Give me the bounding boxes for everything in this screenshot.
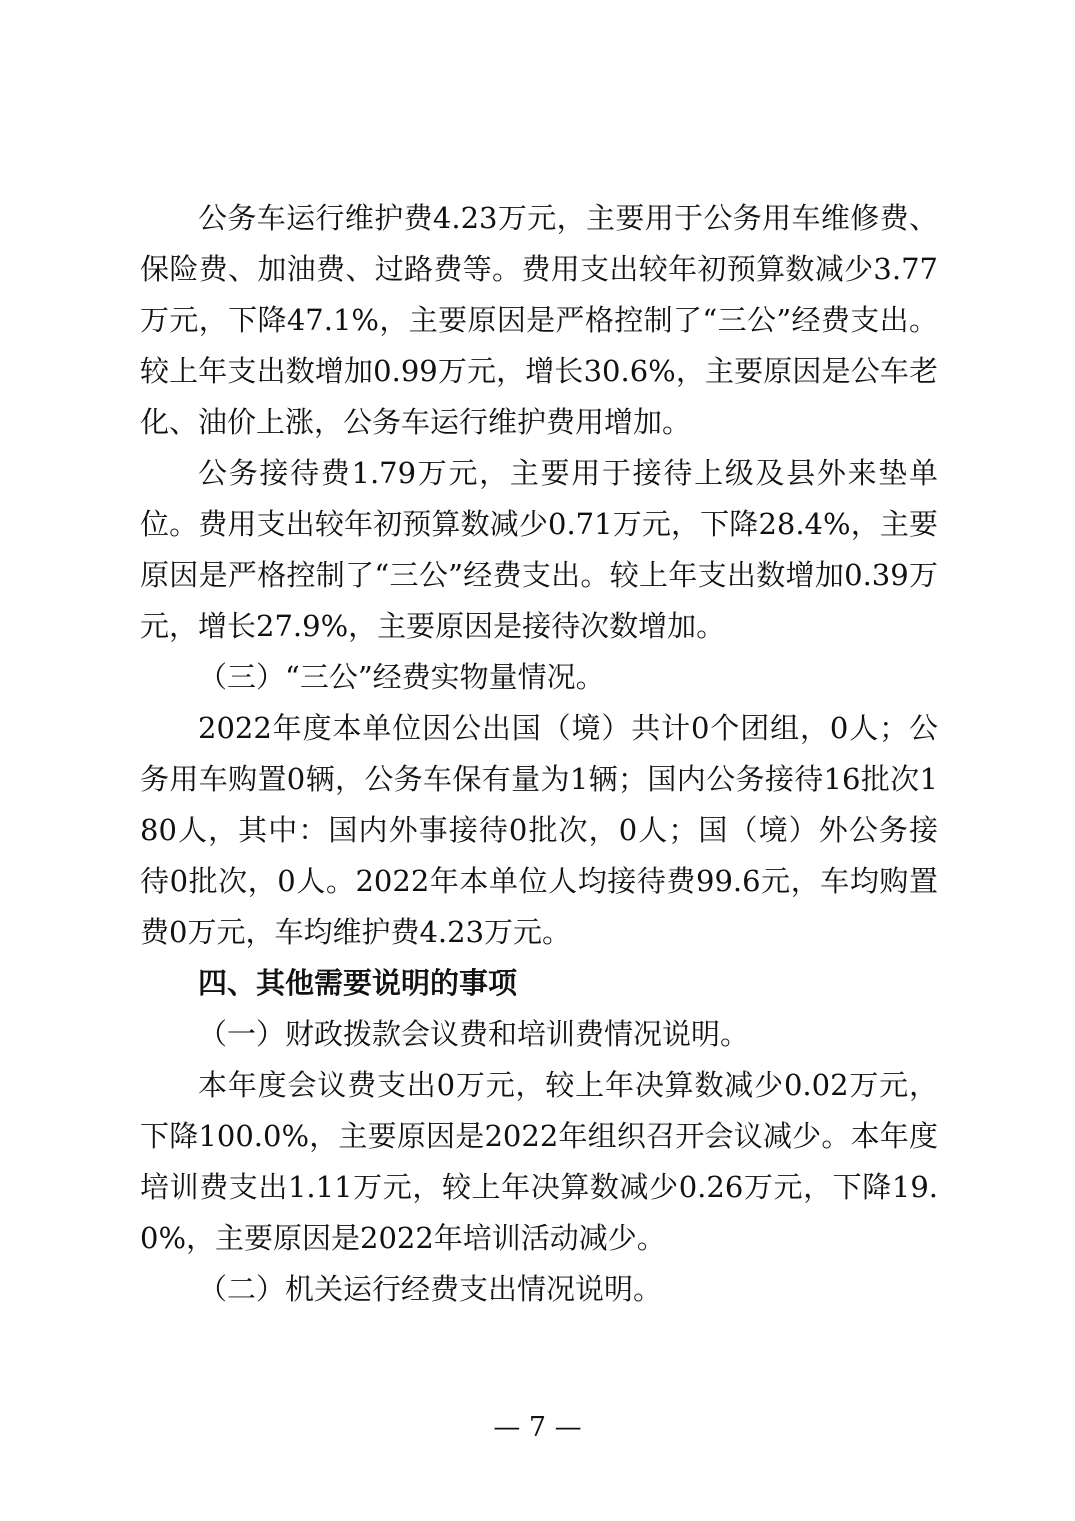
paragraph-vehicle-maintenance: 公务车运行维护费4.23万元，主要用于公务用车维修费、保险费、加油费、过路费等。费用支出较年初预算数减少3.77万元，下降47.1%，主要原因是严格控制了“三公”经费支出。较上年支出数增加0.99万元，增长30.6%，主要原因是公车老化、油价上涨，公务车运行维护费用增加。 [140, 201, 938, 439]
section-heading-other-matters: 四、其他需要说明的事项 [198, 966, 518, 1000]
page-number: — 7 — [493, 1412, 582, 1443]
subheading-operating-expense: （二）机关运行经费支出情况说明。 [198, 1272, 663, 1306]
subheading-meeting-training: （一）财政拨款会议费和培训费情况说明。 [198, 1017, 750, 1051]
paragraph-meeting-training: 本年度会议费支出0万元，较上年决算数减少0.02万元，下降100.0%，主要原因是2022年组织召开会议减少。本年度培训费支出1.11万元，较上年决算数减少0.26万元，下降19.0%，主要原因是2022年培训活动减少。 [140, 1068, 938, 1255]
subheading-physical-quantity: （三）“三公”经费实物量情况。 [198, 660, 605, 694]
document-body [140, 193, 938, 1315]
paragraph-physical-quantity: 2022年度本单位因公出国（境）共计0个团组，0人；公务用车购置0辆，公务车保有量为1辆；国内公务接待16批次180人，其中：国内外事接待0批次，0人；国（境）外公务接待0批次，0人。2022年本单位人均接待费99.6元，车均购置费0万元，车均维护费4.23万元。 [140, 711, 938, 949]
paragraph-reception-expense: 公务接待费1.79万元，主要用于接待上级及县外来垫单位。费用支出较年初预算数减少0.71万元，下降28.4%，主要原因是严格控制了“三公”经费支出。较上年支出数增加0.39万元，增长27.9%，主要原因是接待次数增加。 [140, 456, 938, 643]
